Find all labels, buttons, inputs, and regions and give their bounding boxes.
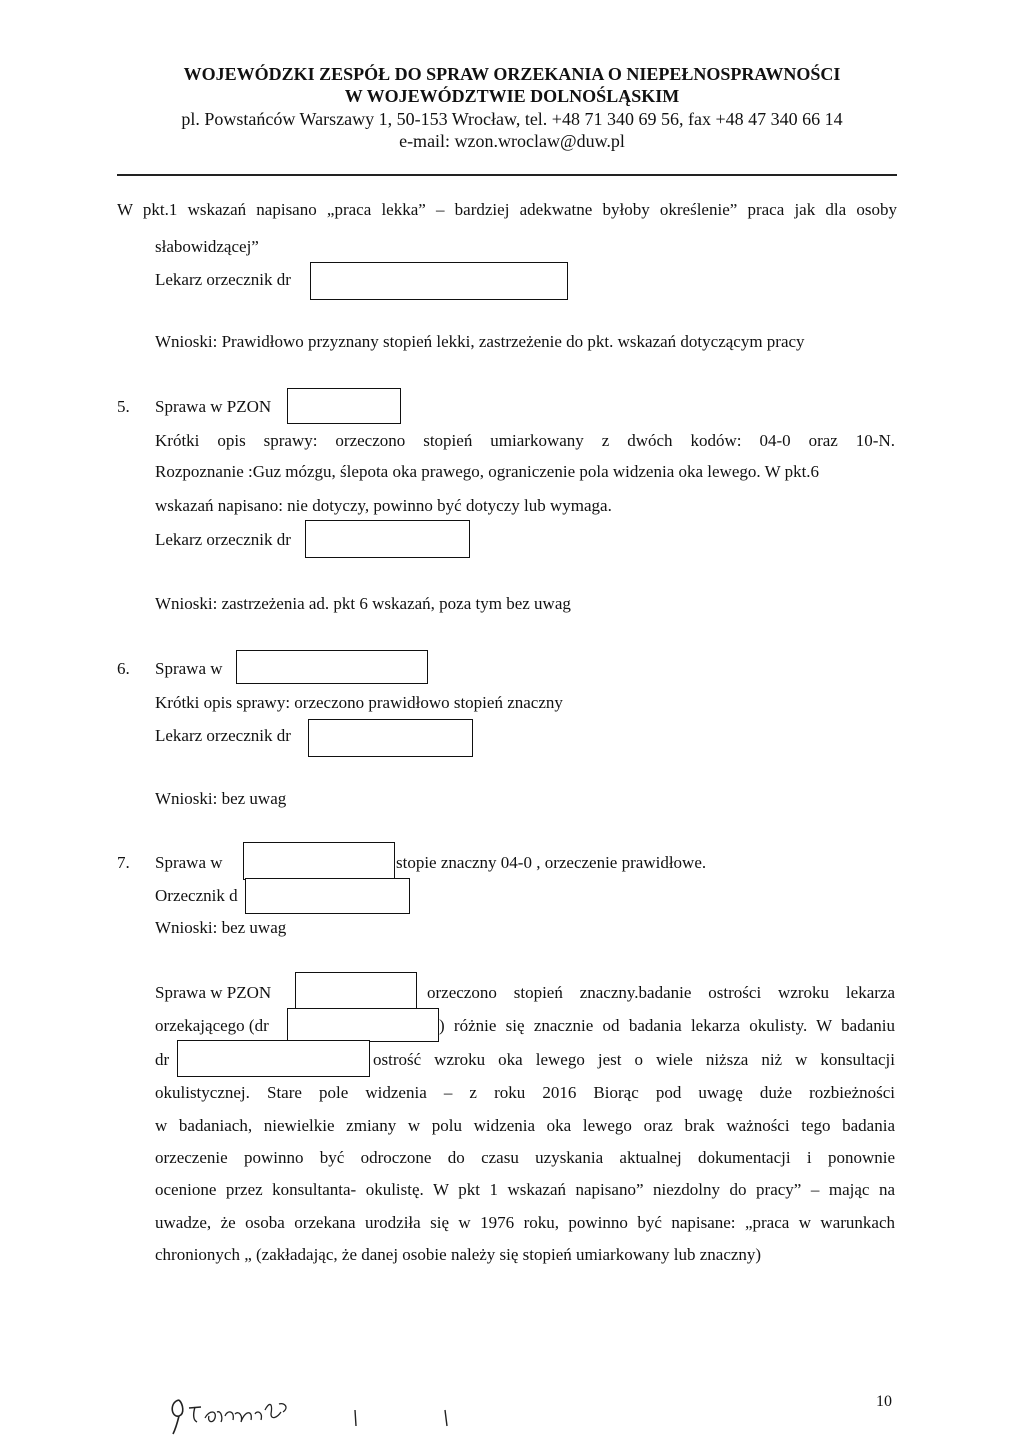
redaction-box	[305, 520, 470, 558]
case8-line4: okulistycznej. Stare pole widzenia – z roku 2016 Biorąc pod uwagę duże rozbieżności	[155, 1083, 895, 1102]
case5-number: 5.	[117, 397, 130, 416]
case7-number: 7.	[117, 853, 130, 872]
redaction-box	[245, 878, 410, 914]
p1-conclusion: Wnioski: Prawidłowo przyznany stopień lekki, zastrzeżenie do pkt. wskazań dotyczącym pracy	[155, 332, 805, 351]
case8-line5: w badaniach, niewielkie zmiany w polu widzenia oka lewego oraz brak ważności tego badania	[155, 1116, 895, 1135]
case7-description: stopie znaczny 04-0 , orzeczenie prawidłowe.	[396, 853, 707, 872]
case8-line3-start: dr	[155, 1050, 170, 1069]
redaction-box	[310, 262, 568, 300]
institution-name: WOJEWÓDZKI ZESPÓŁ DO SPRAW ORZEKANIA O NIEPEŁNOSPRAWNOŚCI	[183, 64, 841, 84]
redaction-box	[236, 650, 428, 684]
case8-line6: orzeczenie powinno być odroczone do czasu uzyskania aktualnej dokumentacji i ponownie	[155, 1148, 895, 1167]
case5-doctor-label: Lekarz orzecznik dr	[155, 530, 291, 549]
case5-note: wskazań napisano: nie dotyczy, powinno być dotyczy lub wymaga.	[155, 496, 612, 515]
case8-line2-start: orzekającego (dr	[155, 1016, 269, 1035]
redaction-box	[177, 1040, 370, 1077]
case7-doctor-label: Orzecznik d	[155, 886, 238, 905]
p1-line2: słabowidzącej”	[155, 237, 259, 256]
case7-conclusion: Wnioski: bez uwag	[155, 918, 287, 937]
case8-line3: ostrość wzroku oka lewego jest o wiele niższa niż w konsultacji	[373, 1050, 895, 1069]
redaction-box	[287, 388, 401, 424]
redaction-box	[295, 972, 417, 1010]
redaction-box	[308, 719, 473, 757]
case7-title: Sprawa w	[155, 853, 223, 872]
case8-line9: chronionych „ (zakładając, że danej osobie należy się stopień umiarkowany lub znaczny)	[155, 1245, 762, 1264]
case5-diagnosis: Rozpoznanie :Guz mózgu, ślepota oka prawego, ograniczenie pola widzenia oka lewego. W pkt.6	[155, 462, 820, 481]
case8-title: Sprawa w PZON	[155, 983, 272, 1002]
case8-line8: uwadze, że osoba orzekana urodziła się w 1976 roku, powinno być napisane: „praca w warunkach	[155, 1213, 895, 1232]
institution-address: pl. Powstańców Warszawy 1, 50-153 Wrocław, tel. +48 71 340 69 56, fax +48 47 340 66 14	[181, 109, 843, 129]
case8-line7: ocenione przez konsultanta- okulistę. W pkt 1 wskazań napisano” niezdolny do pracy” – mając na	[155, 1180, 895, 1199]
case5-conclusion: Wnioski: zastrzeżenia ad. pkt 6 wskazań, poza tym bez uwag	[155, 594, 571, 613]
header-divider	[117, 174, 897, 176]
case6-description: Krótki opis sprawy: orzeczono prawidłowo stopień znaczny	[155, 693, 563, 712]
redaction-box	[243, 842, 395, 880]
institution-email: e-mail: wzon.wroclaw@duw.pl	[399, 131, 625, 151]
page-number: 10	[876, 1393, 892, 1410]
p1-line1: W pkt.1 wskazań napisano „praca lekka” – bardziej adekwatne byłoby określenie” praca jak dla osoby	[117, 200, 897, 219]
case6-title: Sprawa w	[155, 659, 223, 678]
p1-doctor-label: Lekarz orzecznik dr	[155, 270, 291, 289]
case5-description: Krótki opis sprawy: orzeczono stopień umiarkowany z dwóch kodów: 04-0 oraz 10-N.	[155, 431, 895, 450]
case8-line1: orzeczono stopień znaczny.badanie ostrości wzroku lekarza	[427, 983, 895, 1002]
case6-doctor-label: Lekarz orzecznik dr	[155, 726, 291, 745]
handwritten-signature	[165, 1388, 465, 1438]
case5-title: Sprawa w PZON	[155, 397, 272, 416]
case6-number: 6.	[117, 659, 130, 678]
redaction-box	[287, 1008, 439, 1042]
institution-region: W WOJEWÓDZTWIE DOLNOŚLĄSKIM	[344, 86, 680, 106]
case6-conclusion: Wnioski: bez uwag	[155, 789, 287, 808]
case8-line2: ) różnie się znacznie od badania lekarza okulisty. W badaniu	[439, 1016, 895, 1035]
